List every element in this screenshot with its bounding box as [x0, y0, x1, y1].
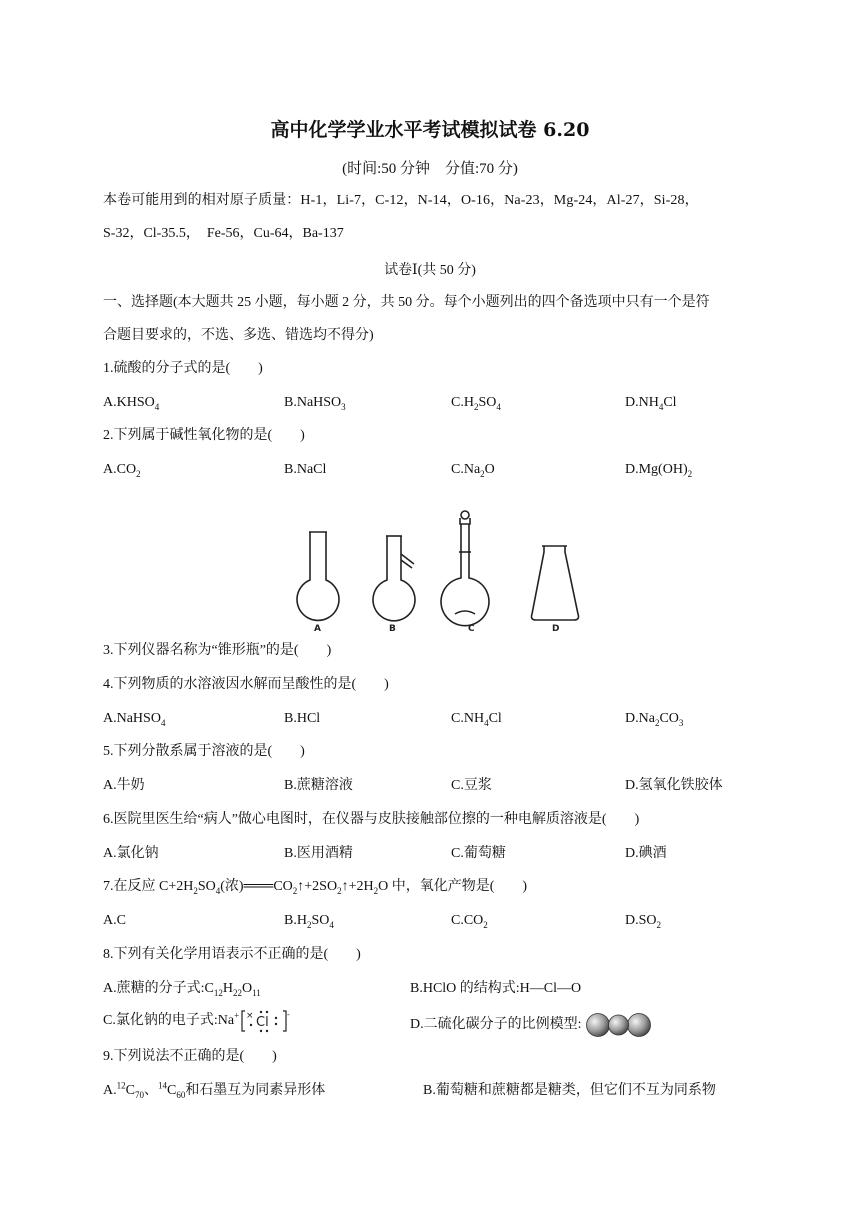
- question-6-option-d: D.碘酒: [625, 846, 667, 861]
- figure-label-c: C: [468, 624, 475, 634]
- question-1-option-a: $A.KHSO_4$: [103, 395, 160, 412]
- question-4-option-a: A.NaHSO$_4$: [103, 711, 166, 728]
- figure-label-b: B: [389, 624, 396, 634]
- volumetric-flask-icon: [441, 511, 489, 626]
- question-3-stem: 3.下列仪器名称为“锥形瓶”的是( ): [103, 643, 332, 658]
- question-7-option-b: $B.H_2SO_4$: [284, 913, 334, 930]
- question-5-stem: 5.下列分散系属于溶液的是( ): [103, 744, 305, 759]
- page-title: 高中化学学业水平考试模拟试卷 6.20: [270, 119, 590, 141]
- question-9-stem: 9.下列说法不正确的是( ): [103, 1049, 277, 1064]
- question-9-option-a: $A.^{12}C_{70}$、$^{14}C_{60}$和石墨互为同素异形体: [103, 1080, 326, 1100]
- figure-label-d: D: [552, 624, 560, 634]
- question-8-option-d: [410, 1012, 653, 1038]
- instructions-line-1: 一、选择题(本大题共 25 小题，每小题 2 分，共 50 分。每个小题列出的四个备选项中只有一个是符: [103, 295, 710, 310]
- question-9-option-b: B.葡萄糖和蔗糖都是糖类，但它们不互为同系物: [423, 1083, 716, 1098]
- question-9-option-a-tail: 和石墨互为同素异形体: [185, 1083, 326, 1098]
- question-7-option-c: $C.CO_2$: [451, 913, 488, 930]
- question-8-stem: 8.下列有关化学用语表示不正确的是( ): [103, 947, 361, 962]
- question-1-option-b: B.NaHSO$_3$: [284, 395, 346, 412]
- question-5-option-b: B.蔗糖溶液: [284, 778, 353, 793]
- exam-time-info: (时间:50 分钟 分值:70 分): [342, 161, 518, 177]
- question-8-option-b: B.HClO 的结构式:H—Cl—O: [410, 981, 582, 996]
- section-title: 试卷Ⅰ(共 50 分): [384, 263, 476, 278]
- atomic-mass-line-1: 本卷可能用到的相对原子质量：H-1，Li-7，C-12，N-14，O-16，Na-23，Mg-24，Al-27，Si-28，: [103, 193, 699, 208]
- question-7-stem: 7.在反应 $C+2H_2SO_4$(浓)$═══CO_2↑+2SO_2↑+2H_2O$ 中，氧化产物是( ): [103, 879, 528, 896]
- question-6-option-b: B.医用酒精: [284, 846, 353, 861]
- svg-text:-: -: [287, 1010, 291, 1019]
- question-4-stem: 4.下列物质的水溶液因水解而呈酸性的是( ): [103, 677, 389, 692]
- question-4-option-d: $D.Na_2CO_3$: [625, 711, 684, 728]
- question-6-stem: 6.医院里医生给“病人”做心电图时，在仪器与皮肤接触部位擦的一种电解质溶液是( ): [103, 812, 640, 827]
- glassware-figure: [290, 508, 580, 636]
- question-2-stem: 2.下列属于碱性氧化物的是( ): [103, 428, 305, 443]
- question-4-option-c: $C.NH_4Cl$: [451, 711, 502, 728]
- question-1-option-c: $C.H_2SO_4$: [451, 395, 501, 412]
- question-8-option-a: A.蔗糖的分子式$:C_{12}H_{22}O_{11}$: [103, 981, 261, 998]
- question-7-stem-tail: 中，氧化产物是( ): [388, 879, 528, 894]
- question-4-option-b: B.HCl: [284, 711, 321, 726]
- question-8-option-d-label: D.二硫化碳分子的比例模型:: [410, 1017, 582, 1033]
- round-bottom-flask-icon: [297, 532, 339, 620]
- distilling-flask-icon: [373, 536, 415, 621]
- question-2-option-d: $D.Mg(OH)_2$: [625, 462, 693, 479]
- question-7-option-d: $D.SO_2$: [625, 913, 662, 930]
- atomic-mass-line-2: S-32，Cl-35.5， Fe-56，Cu-64，Ba-137: [103, 226, 344, 241]
- svg-text:Cl: Cl: [256, 1015, 269, 1030]
- conical-flask-icon: [532, 546, 579, 620]
- question-1-option-d: $D.NH_4Cl$: [625, 395, 677, 412]
- question-7-option-a: A.C: [103, 913, 126, 928]
- question-6-option-a: A.氯化钠: [103, 846, 159, 861]
- instructions-line-2: 合题目要求的，不选、多选、错选均不得分): [103, 328, 374, 343]
- question-1-stem: 1.硫酸的分子式的是( ): [103, 361, 263, 376]
- question-8-option-c-prefix: C.氯化钠的电子式:Na: [103, 1013, 235, 1029]
- cs2-space-filling-model-icon: [585, 1012, 653, 1038]
- svg-text:×: ×: [246, 1011, 254, 1021]
- question-8-option-c: C.氯化钠的电子式:Na+ × Cl -: [103, 1008, 291, 1034]
- question-5-option-d: D.氢氧化铁胶体: [625, 778, 723, 793]
- question-2-option-a: $A.CO_2$: [103, 462, 141, 479]
- question-5-option-a: A.牛奶: [103, 778, 145, 793]
- question-6-option-c: C.葡萄糖: [451, 846, 506, 861]
- figure-label-a: A: [314, 624, 321, 634]
- question-5-option-c: C.豆浆: [451, 778, 492, 793]
- question-2-option-b: B.NaCl: [284, 462, 327, 477]
- question-2-option-c: $C.Na_2O$: [451, 462, 495, 479]
- lewis-structure-icon: [239, 1008, 291, 1034]
